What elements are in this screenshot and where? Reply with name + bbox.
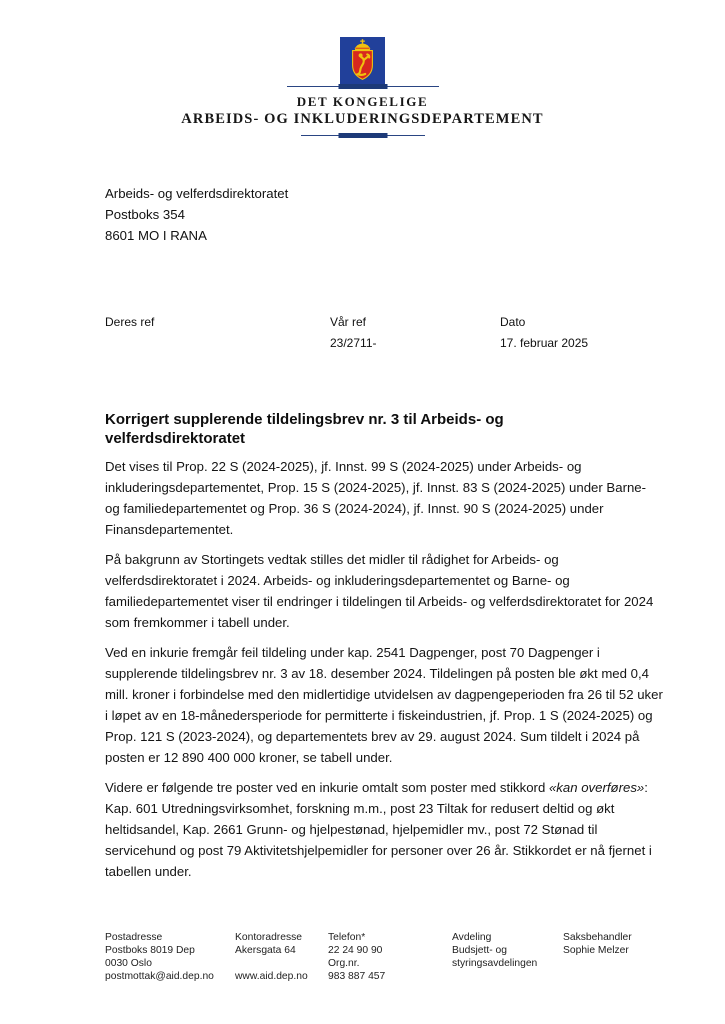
recipient-address (105, 183, 288, 246)
footer-line: 0030 Oslo (105, 958, 152, 969)
reference-row (105, 316, 625, 360)
footer-line: styringsavdelingen (452, 958, 538, 969)
recipient-city: 8601 MO I RANA (105, 228, 207, 243)
paragraph-3: Ved en inkurie fremgår feil tildeling under kap. 2541 Dagpenger, post 70 Dagpenger i supplerende tildelingsbrev nr. 3 av 18. desember 2024. Tildelingen på posten ble økt med 0,4 mill. kroner i forbindelse med den midlertidige utvidelsen av dagpengeperioden fra 26 til 52 uker i løpet av en 18-månedersperiode for permitterte i fiskeindustrien, jf. Prop. 1 S (2024-2025) og Prop. 121 S (2023-2024), og departementets brev av 29. august 2024. Sum tildelt i 2024 på posten er 12 890 400 000 kroner, se tabell under. (105, 645, 663, 765)
paragraph-4-lead: Videre er følgende tre poster ved en inkurie omtalt som poster med stikkord (105, 780, 549, 795)
letterhead-kingdom-line: DET KONGELIGE (296, 94, 429, 109)
var-ref-label: Vår ref (330, 315, 367, 329)
letterhead-divider-bottom (301, 133, 425, 138)
letter-title: Korrigert supplerende tildelingsbrev nr. 3 til Arbeids- og velferdsdirektoratet (105, 411, 504, 447)
letterhead-divider-top (287, 84, 439, 89)
footer-label: Postadresse (105, 932, 163, 943)
paragraph-4-rest: : Kap. 601 Utredningsvirksomhet, forskning m.m., post 23 Tiltak for redusert deltid og økt heltidsandel, Kap. 2661 Grunn- og hjelpestønad, hjelpemidler mv., post 72 Stønad til servicehund og post 79 Aktivitetshjelpemidler for personer over 26 år. Stikkordet er nå fjernet i tabellen under. (105, 780, 652, 879)
recipient-postbox: Postboks 354 (105, 207, 185, 222)
letter-body (105, 456, 663, 891)
footer-orgnr-label: Org.nr. (328, 958, 360, 969)
footer-line: Akersgata 64 (235, 945, 296, 956)
dato-label: Dato (500, 315, 526, 329)
paragraph-1: Det vises til Prop. 22 S (2024-2025), jf. Innst. 99 S (2024-2025) under Arbeids- og inkluderingsdepartementet, Prop. 15 S (2024-2025), jf. Innst. 83 S (2024-2025) under Barne- og familiedepartementet og Prop. 36 S (2024-2024), jf. Innst. 90 S (2024-2025) under Finansdepartementet. (105, 459, 647, 537)
footer-orgnr-value: 983 887 457 (328, 971, 386, 982)
footer-line: Budsjett- og (452, 945, 507, 956)
footer-phone: 22 24 90 90 (328, 945, 383, 956)
recipient-name: Arbeids- og velferdsdirektoratet (105, 186, 289, 201)
footer-line: Postboks 8019 Dep (105, 945, 195, 956)
footer-column-telefon (328, 931, 452, 983)
footer-column-kontoradresse (235, 931, 328, 983)
footer-label: Avdeling (452, 932, 492, 943)
footer-line (563, 970, 632, 983)
paragraph-4 (105, 777, 663, 882)
footer-label: Telefon* (328, 932, 366, 943)
paragraph-2: På bakgrunn av Stortingets vedtak stilles det midler til rådighet for Arbeids- og velferdsdirektoratet i 2024. Arbeids- og inkluderingsdepartementet og Barne- og familiedepartementet viser til endringer i tildelingen til Arbeids- og velferdsdirektoratet for 2024 som fremkommer i tabell under. (105, 552, 654, 630)
dato-column (500, 316, 588, 350)
paragraph-4-keyword: «kan overføres» (548, 780, 645, 795)
footer-column-postadresse (105, 931, 235, 983)
footer (105, 931, 685, 983)
footer-line (235, 957, 328, 970)
footer-website: www.aid.dep.no (235, 971, 308, 982)
footer-column-avdeling (452, 931, 563, 983)
var-ref-column (330, 316, 376, 350)
deres-ref-label: Deres ref (105, 315, 155, 329)
footer-label: Saksbehandler (563, 932, 632, 943)
dato-value: 17. februar 2025 (500, 336, 589, 350)
footer-column-saksbehandler (563, 931, 632, 983)
footer-line (563, 957, 632, 970)
norwegian-coat-of-arms-icon (340, 37, 385, 85)
footer-label: Kontoradresse (235, 932, 302, 943)
deres-ref-column (105, 316, 154, 337)
footer-line (452, 970, 563, 983)
letterhead (0, 37, 725, 138)
var-ref-value: 23/2711- (330, 336, 377, 350)
footer-caseworker: Sophie Melzer (563, 945, 629, 956)
letterhead-ministry-name: ARBEIDS- OG INKLUDERINGSDEPARTEMENT (181, 111, 544, 127)
footer-email: postmottak@aid.dep.no (105, 971, 214, 982)
